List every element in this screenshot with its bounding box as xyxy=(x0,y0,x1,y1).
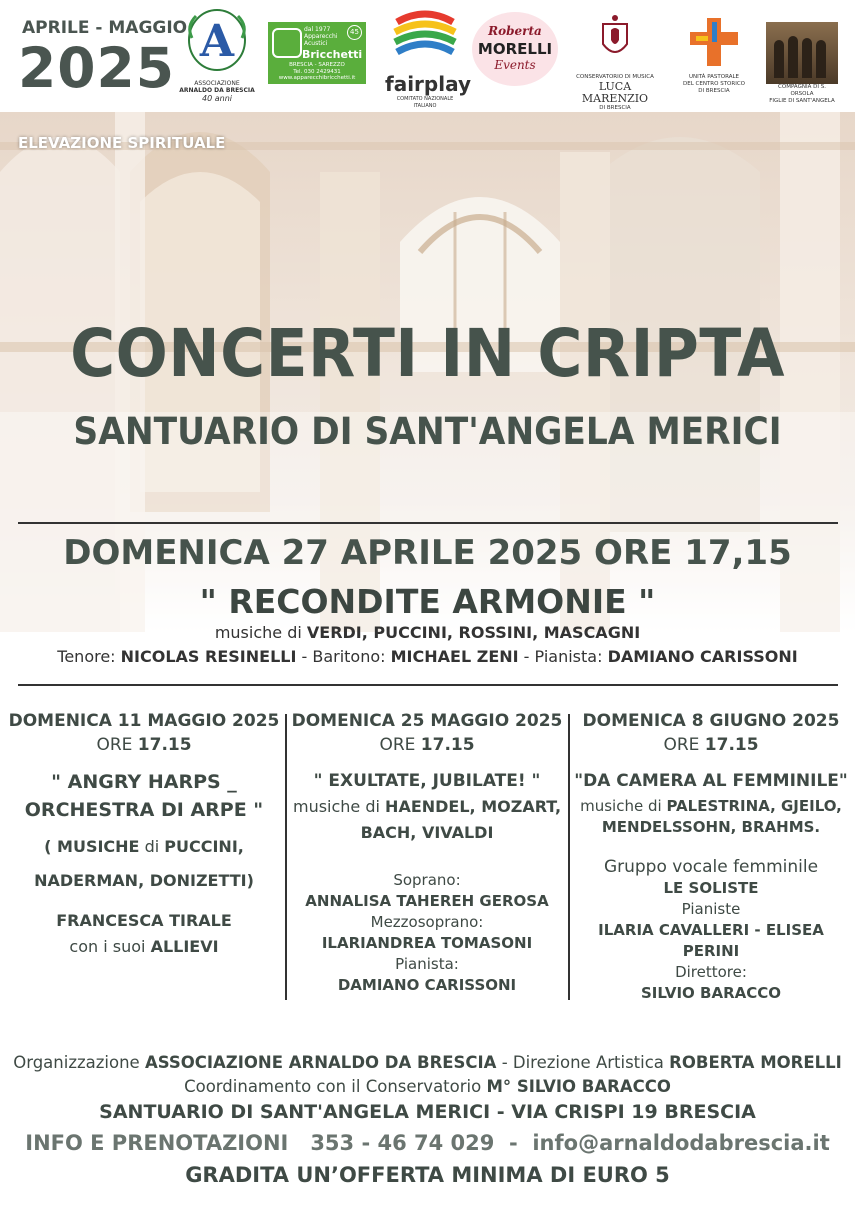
featured-title: " RECONDITE ARMONIE " xyxy=(199,582,656,621)
role-soprano: Soprano: xyxy=(393,871,461,889)
name-pianist: DAMIANO CARISSONI xyxy=(337,976,517,994)
orsola-caption-2: FIGLIE DI SANT'ANGELA xyxy=(769,98,835,104)
pastorale-caption: UNITÀ PASTORALE xyxy=(688,74,739,80)
phone-number[interactable]: 353 - 46 74 029 xyxy=(310,1131,495,1155)
group-label: Gruppo vocale femminile xyxy=(603,857,819,877)
organizer-line xyxy=(0,1053,855,1072)
coordinator: M° SILVIO BARACCO xyxy=(486,1077,671,1096)
group-name: LE SOLISTE xyxy=(663,879,759,897)
concert-music-line-2: BACH, VIVALDI xyxy=(360,823,494,842)
music-prefix: musiche di xyxy=(292,797,386,816)
pianist-label: - Pianista: xyxy=(518,647,608,666)
concert-title: " EXULTATE, JUBILATE! " xyxy=(313,771,541,791)
concert-column-3 xyxy=(571,710,851,1000)
conservatorio-caption: CONSERVATORIO DI MUSICA xyxy=(576,74,654,80)
info-label: INFO E PRENOTAZIONI xyxy=(25,1131,289,1155)
artistic-director: ROBERTA MORELLI xyxy=(669,1053,842,1072)
fairplay-caption: COMITATO NAZIONALE ITALIANO xyxy=(396,96,454,109)
pastorale-caption-3: DI BRESCIA xyxy=(698,88,730,94)
concert-music-line-1 xyxy=(287,796,567,818)
concert-column-1 xyxy=(4,710,284,1000)
featured-date: DOMENICA 27 APRILE 2025 ORE 17,15 xyxy=(63,533,792,573)
coordination-line xyxy=(0,1077,855,1096)
fairplay-logo xyxy=(385,8,472,109)
concert-time xyxy=(571,732,851,758)
music-di: di xyxy=(139,837,165,856)
pastorale-caption-2: DEL CENTRO STORICO xyxy=(682,81,745,87)
concert-music-line-2: NADERMAN, DONIZETTI) xyxy=(34,871,254,890)
composers-1: PALESTRINA, GJEILO, xyxy=(666,797,842,815)
concert-date: DOMENICA 8 GIUGNO 2025 xyxy=(582,711,840,731)
date-range: APRILE - MAGGIO xyxy=(22,18,188,38)
ear-icon xyxy=(272,28,302,58)
role-mezzo: Mezzosoprano: xyxy=(370,913,484,931)
concert-title-line-2: ORCHESTRA DI ARPE " xyxy=(24,799,264,821)
music-prefix: musiche di xyxy=(214,623,307,642)
music-prefix: musiche di xyxy=(580,797,667,815)
arnaldo-caption: ASSOCIAZIONE xyxy=(194,80,240,87)
divider-top xyxy=(18,522,838,524)
name-pianists: ILARIA CAVALLERI - ELISEA PERINI xyxy=(598,921,824,960)
column-separator-2 xyxy=(568,714,570,1000)
morelli-name: MORELLI xyxy=(477,40,553,58)
coord-label: Coordinamento con il Conservatorio xyxy=(184,1077,487,1096)
concert-date: DOMENICA 25 MAGGIO 2025 xyxy=(291,711,563,731)
arnaldo-years: 40 anni xyxy=(202,94,232,103)
bricchetti-line-2: Apparecchi xyxy=(304,33,338,40)
associazione-arnaldo-logo xyxy=(178,8,256,103)
music-label: ( MUSICHE xyxy=(44,837,140,856)
bricchetti-brand: Bricchetti xyxy=(302,48,363,61)
venue-subtitle: SANTUARIO DI SANT'ANGELA MERICI xyxy=(73,410,782,453)
concert-time xyxy=(287,732,567,758)
venue-address: SANTUARIO DI SANT'ANGELA MERICI - VIA CRISPI 19 BRESCIA xyxy=(99,1101,756,1123)
time-value: 17.15 xyxy=(420,735,475,755)
orsola-caption: COMPAGNIA DI S. ORSOLA xyxy=(778,84,826,97)
concert-title: "DA CAMERA AL FEMMINILE" xyxy=(574,771,848,791)
with-label: con i suoi xyxy=(69,937,151,956)
name-mezzo: ILARIANDREA TOMASONI xyxy=(321,934,533,952)
time-label: ORE xyxy=(663,735,705,755)
concert-music-line-1 xyxy=(571,796,851,817)
concert-music-line-2: MENDELSSOHN, BRAHMS. xyxy=(601,818,821,836)
year: 2025 xyxy=(18,36,176,100)
bricchetti-line-3: Acustici xyxy=(304,40,328,47)
fairplay-word: fairplay xyxy=(385,72,472,96)
organizer: ASSOCIAZIONE ARNALDO DA BRESCIA xyxy=(144,1053,497,1072)
bricchetti-cities: BRESCIA - SAREZZO xyxy=(289,62,345,68)
featured-performers xyxy=(0,647,855,666)
concert-column-2 xyxy=(287,710,567,1000)
concert-music-line-1 xyxy=(4,834,284,860)
concert-date: DOMENICA 11 MAGGIO 2025 xyxy=(8,711,280,731)
baritone-name: MICHAEL ZENI xyxy=(390,647,519,666)
conservatorio-city: DI BRESCIA xyxy=(599,105,631,111)
bricchetti-logo xyxy=(268,22,366,84)
tenor-name: NICOLAS RESINELLI xyxy=(120,647,297,666)
divider-bottom xyxy=(18,684,838,686)
morelli-roberta: Roberta xyxy=(488,24,542,38)
email-link[interactable]: info@arnaldodabrescia.it xyxy=(532,1131,830,1155)
anniversary-badge: 45 xyxy=(347,25,362,40)
name-director: SILVIO BARACCO xyxy=(640,984,781,1002)
time-label: ORE xyxy=(96,735,138,755)
unita-pastorale-logo xyxy=(676,8,752,95)
role-pianist: Pianista: xyxy=(395,955,459,973)
painting-icon xyxy=(766,22,838,84)
info-separator: - xyxy=(509,1131,518,1155)
org-label: Organizzazione xyxy=(13,1053,145,1072)
info-line xyxy=(0,1131,855,1155)
concert-time xyxy=(4,732,284,758)
section-label: ELEVAZIONE SPIRITUALE xyxy=(18,134,226,152)
time-value: 17.15 xyxy=(704,735,759,755)
header xyxy=(0,0,855,112)
bricchetti-website: www.apparecchibricchetti.it xyxy=(278,75,356,81)
conservatorio-name: LUCA MARENZIO xyxy=(581,80,649,105)
role-pianists: Pianiste xyxy=(681,900,741,918)
students: ALLIEVI xyxy=(150,937,219,956)
featured-music xyxy=(0,623,855,642)
concert-performer-2 xyxy=(4,936,284,958)
arnaldo-caption-2: ARNALDO DA BRESCIA xyxy=(179,87,255,94)
concert-performer: FRANCESCA TIRALE xyxy=(56,911,232,930)
roberta-morelli-events-logo xyxy=(472,12,558,86)
name-soprano: ANNALISA TAHEREH GEROSA xyxy=(305,892,549,910)
baritone-label: - Baritono: xyxy=(296,647,391,666)
morelli-events: Events xyxy=(494,58,536,72)
page-title: CONCERTI IN CRIPTA xyxy=(70,315,785,392)
pianist-name: DAMIANO CARISSONI xyxy=(607,647,798,666)
compagnia-sant-orsola-logo xyxy=(766,22,838,105)
offer-line: GRADITA UN’OFFERTA MINIMA DI EURO 5 xyxy=(185,1163,670,1187)
bricchetti-phone: Tel. 030 2429431 xyxy=(293,68,341,75)
svg-text:A: A xyxy=(199,16,235,67)
director-label: - Direzione Artistica xyxy=(496,1053,670,1072)
composers-1: HAENDEL, MOZART, xyxy=(385,797,562,816)
time-value: 17.15 xyxy=(137,735,192,755)
role-director: Direttore: xyxy=(675,963,747,981)
bricchetti-since: dal 1977 xyxy=(304,26,331,33)
conservatorio-logo xyxy=(567,8,663,112)
featured-composers: VERDI, PUCCINI, ROSSINI, MASCAGNI xyxy=(306,623,641,642)
time-label: ORE xyxy=(379,735,421,755)
concert-title-line-1: " ANGRY HARPS _ xyxy=(51,771,237,793)
tenor-label: Tenore: xyxy=(57,647,121,666)
composer-1: PUCCINI, xyxy=(164,837,244,856)
